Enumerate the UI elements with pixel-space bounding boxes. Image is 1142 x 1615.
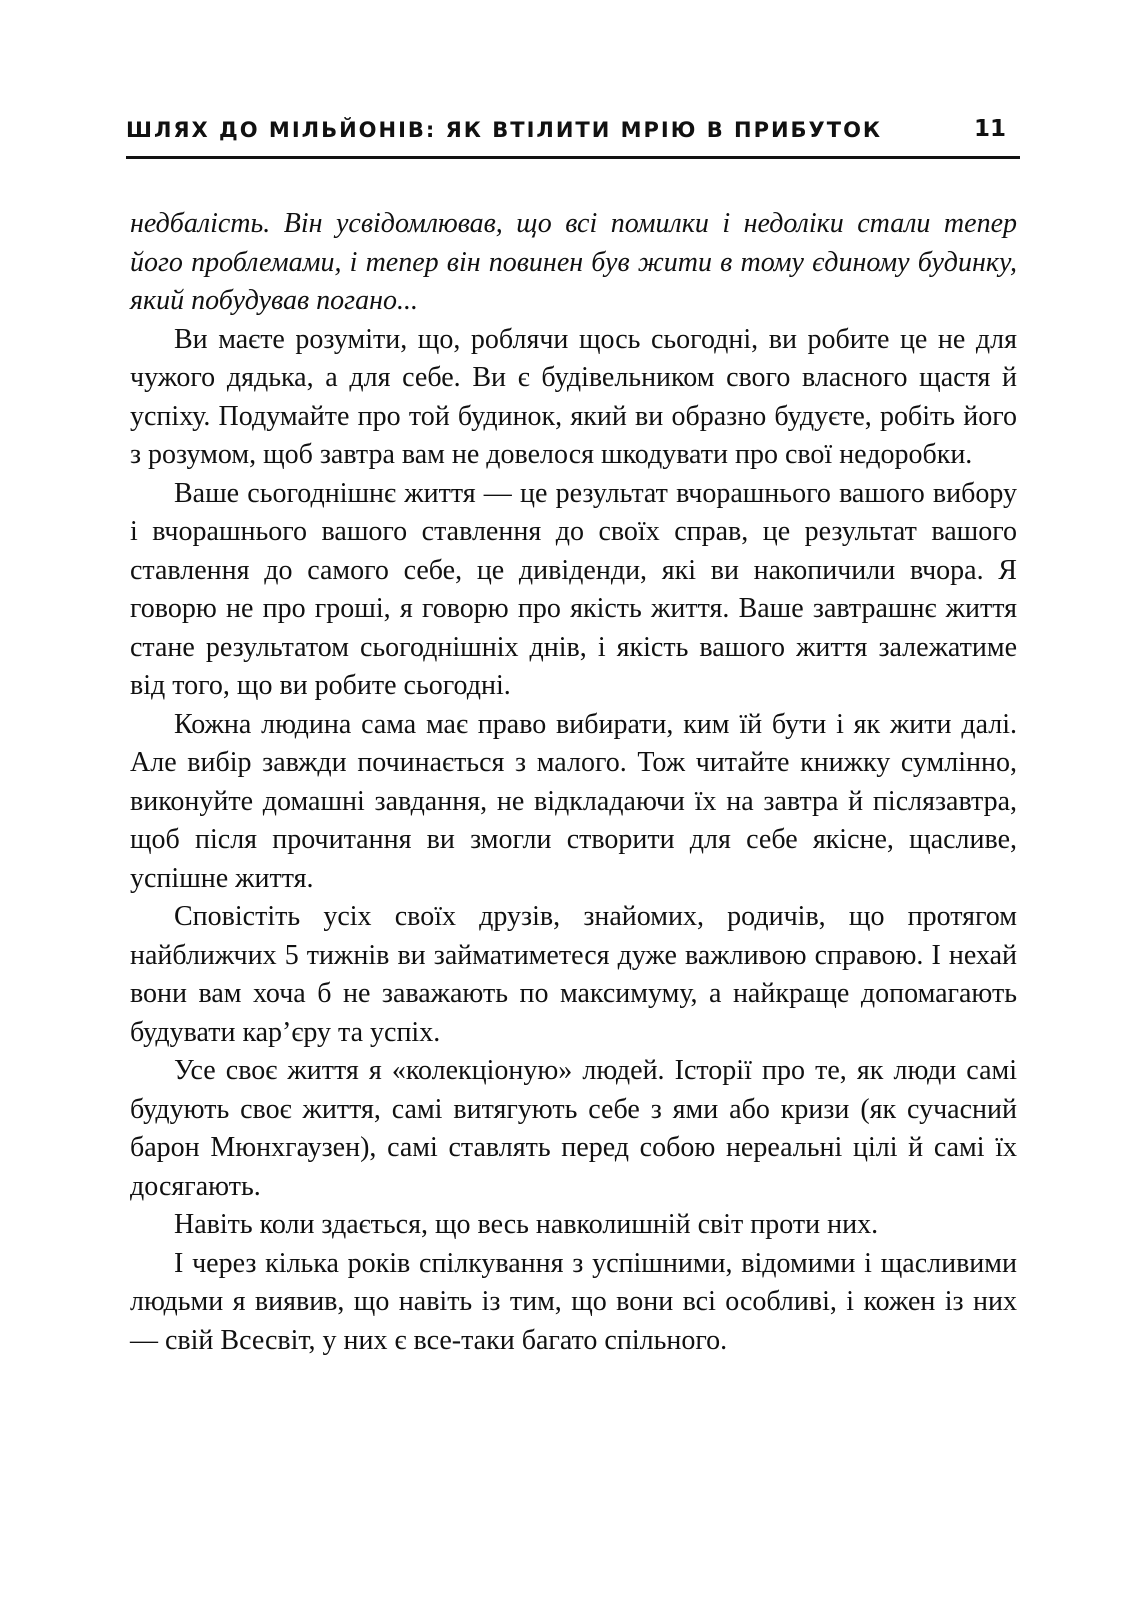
paragraph: Ви маєте розуміти, що, роблячи щось сьогодні, ви робите це не для чужого дядька, а для себе. Ви є будівельником свого власного щастя й успіху. Подумайте про той будинок, який ви образно будуєте, робіть його з розумом, щоб завтра вам не довелося шкодувати про свої недоробки. <box>130 323 1017 470</box>
page-number: 11 <box>973 116 1006 142</box>
paragraph: Кожна людина сама має право вибирати, ким їй бути і як жити далі. Але вибір завжди починається з малого. Тож читайте книжку сумлінно, виконуйте домашні завдання, не відкладаючи їх на завтра й післязавтра, щоб після прочитання ви змогли створити для себе якісне, щасливе, успішне життя. <box>130 708 1017 894</box>
paragraph: Усе своє життя я «колекціоную» людей. Історії про те, як люди самі будують своє життя, самі витягують себе з ями або кризи (як сучасний барон Мюнхгаузен), самі ставлять перед собою нереальні цілі й самі їх досягають. <box>130 1055 1017 1202</box>
running-header <box>126 116 1020 159</box>
paragraph-continued: недбалість. Він усвідомлював, що всі помилки і недоліки стали тепер його проблемами, і тепер він повинен був жити в тому єдиному будинку, який побудував погано... <box>130 208 1017 316</box>
paragraph: І через кілька років спілкування з успішними, відомими і щасливими людьми я виявив, що навіть із тим, що вони всі особливі, і кожен із них — свій Всесвіт, у них є все-таки багато спільного. <box>130 1247 1017 1356</box>
running-title: ШЛЯХ ДО МІЛЬЙОНІВ: ЯК ВТІЛИТИ МРІЮ В ПРИБУТОК <box>126 118 883 142</box>
paragraph: Навіть коли здається, що весь навколишній світ проти них. <box>174 1209 879 1240</box>
body-text <box>130 205 1017 1360</box>
paragraph: Ваше сьогоднішнє життя — це результат вчорашнього вашого вибору і вчорашнього вашого ставлення до своїх справ, це результат вашого ставлення до самого себе, це дивіденди, які ви накопичили вчора. Я говорю не про гроші, я говорю про якість життя. Ваше завтрашнє життя стане результатом сьогоднішніх днів, і якість вашого життя залежатиме від того, що ви робите сьогодні. <box>130 477 1017 701</box>
paragraph: Сповістіть усіх своїх друзів, знайомих, родичів, що протягом найближчих 5 тижнів ви займатиметеся дуже важливою справою. І нехай вони вам хоча б не заважають по максимуму, а найкраще допомагають будувати кар’єру та успіх. <box>130 901 1017 1048</box>
